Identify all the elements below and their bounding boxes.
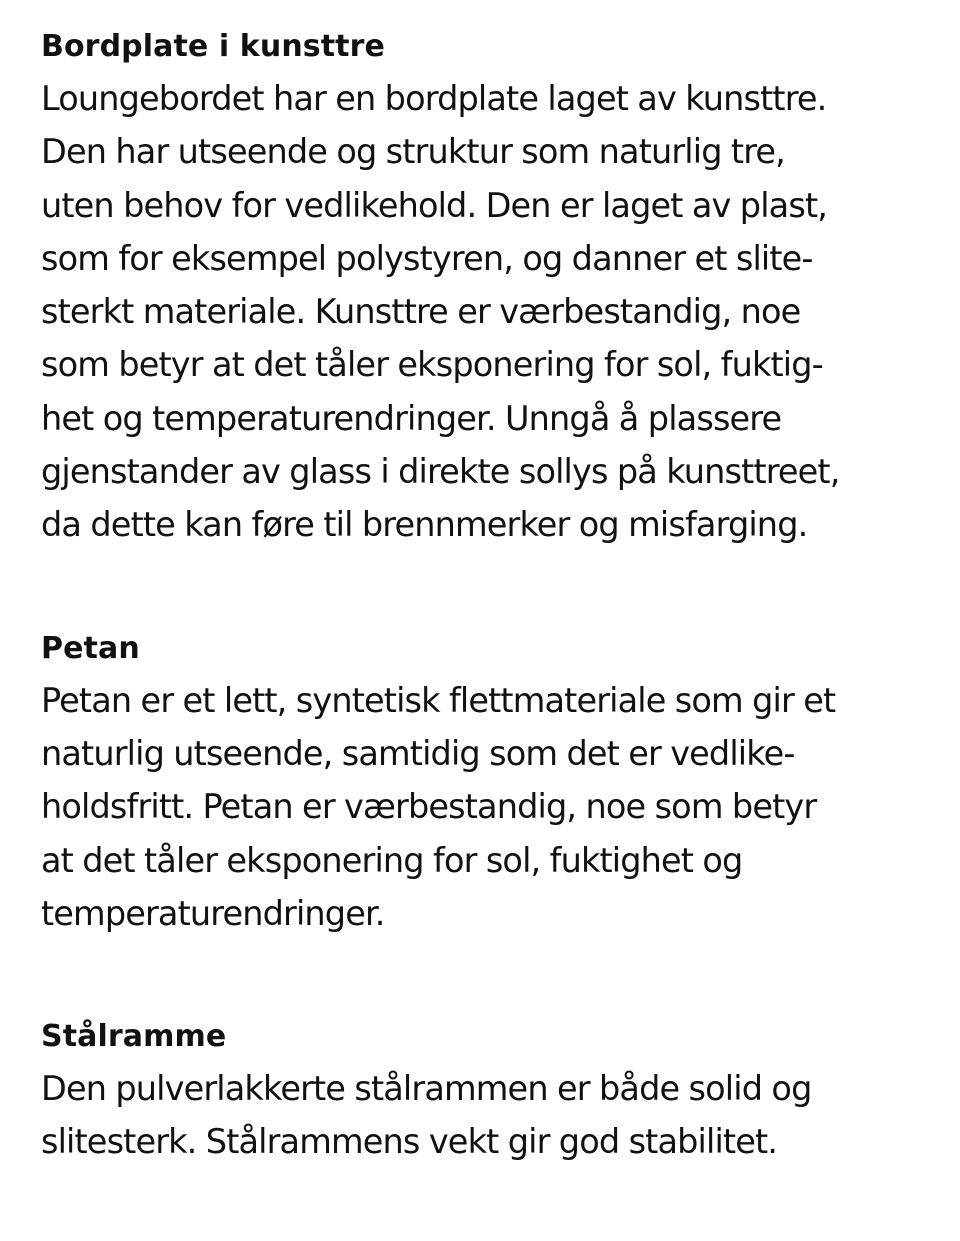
section-body	[41, 674, 921, 940]
text-line: som betyr at det tåler eksponering for sol, fuktig-	[41, 345, 823, 385]
text-line: het og temperaturendringer. Unngå å plassere	[41, 398, 782, 438]
text-line: at det tåler eksponering for sol, fuktighet og	[41, 840, 743, 880]
text-line: uten behov for vedlikehold. Den er laget av plast,	[41, 185, 828, 225]
document-page	[41, 22, 921, 1169]
section-bordplate-i-kunsttre	[41, 22, 921, 552]
section-title: Petan	[41, 630, 140, 666]
text-line: naturlig utseende, samtidig som det er vedlike-	[41, 733, 795, 773]
text-line: sterkt materiale. Kunsttre er værbestandig, noe	[41, 292, 801, 332]
text-line: temperaturendringer.	[41, 893, 385, 933]
section-title: Stålramme	[41, 1019, 227, 1055]
section-petan	[41, 624, 921, 940]
text-line: holdsfritt. Petan er værbestandig, noe som betyr	[41, 787, 817, 827]
text-line: som for eksempel polystyren, og danner et slite-	[41, 238, 813, 278]
text-line: Petan er et lett, syntetisk flettmateriale som gir et	[41, 680, 836, 720]
text-line: Loungebordet har en bordplate laget av kunsttre.	[41, 79, 827, 118]
text-line: slitesterk. Stålrammens vekt gir god stabilitet.	[41, 1122, 778, 1162]
section-body	[41, 1062, 921, 1169]
section-stalramme	[41, 1012, 921, 1169]
text-line: Den har utseende og struktur som naturlig tre,	[41, 132, 785, 172]
text-line: da dette kan føre til brennmerker og misfarging.	[41, 505, 808, 545]
section-title: Bordplate i kunsttre	[41, 29, 385, 64]
text-line: gjenstander av glass i direkte sollys på kunsttreet,	[41, 452, 840, 492]
section-body	[41, 72, 921, 552]
text-line: Den pulverlakkerte stålrammen er både solid og	[41, 1069, 812, 1109]
